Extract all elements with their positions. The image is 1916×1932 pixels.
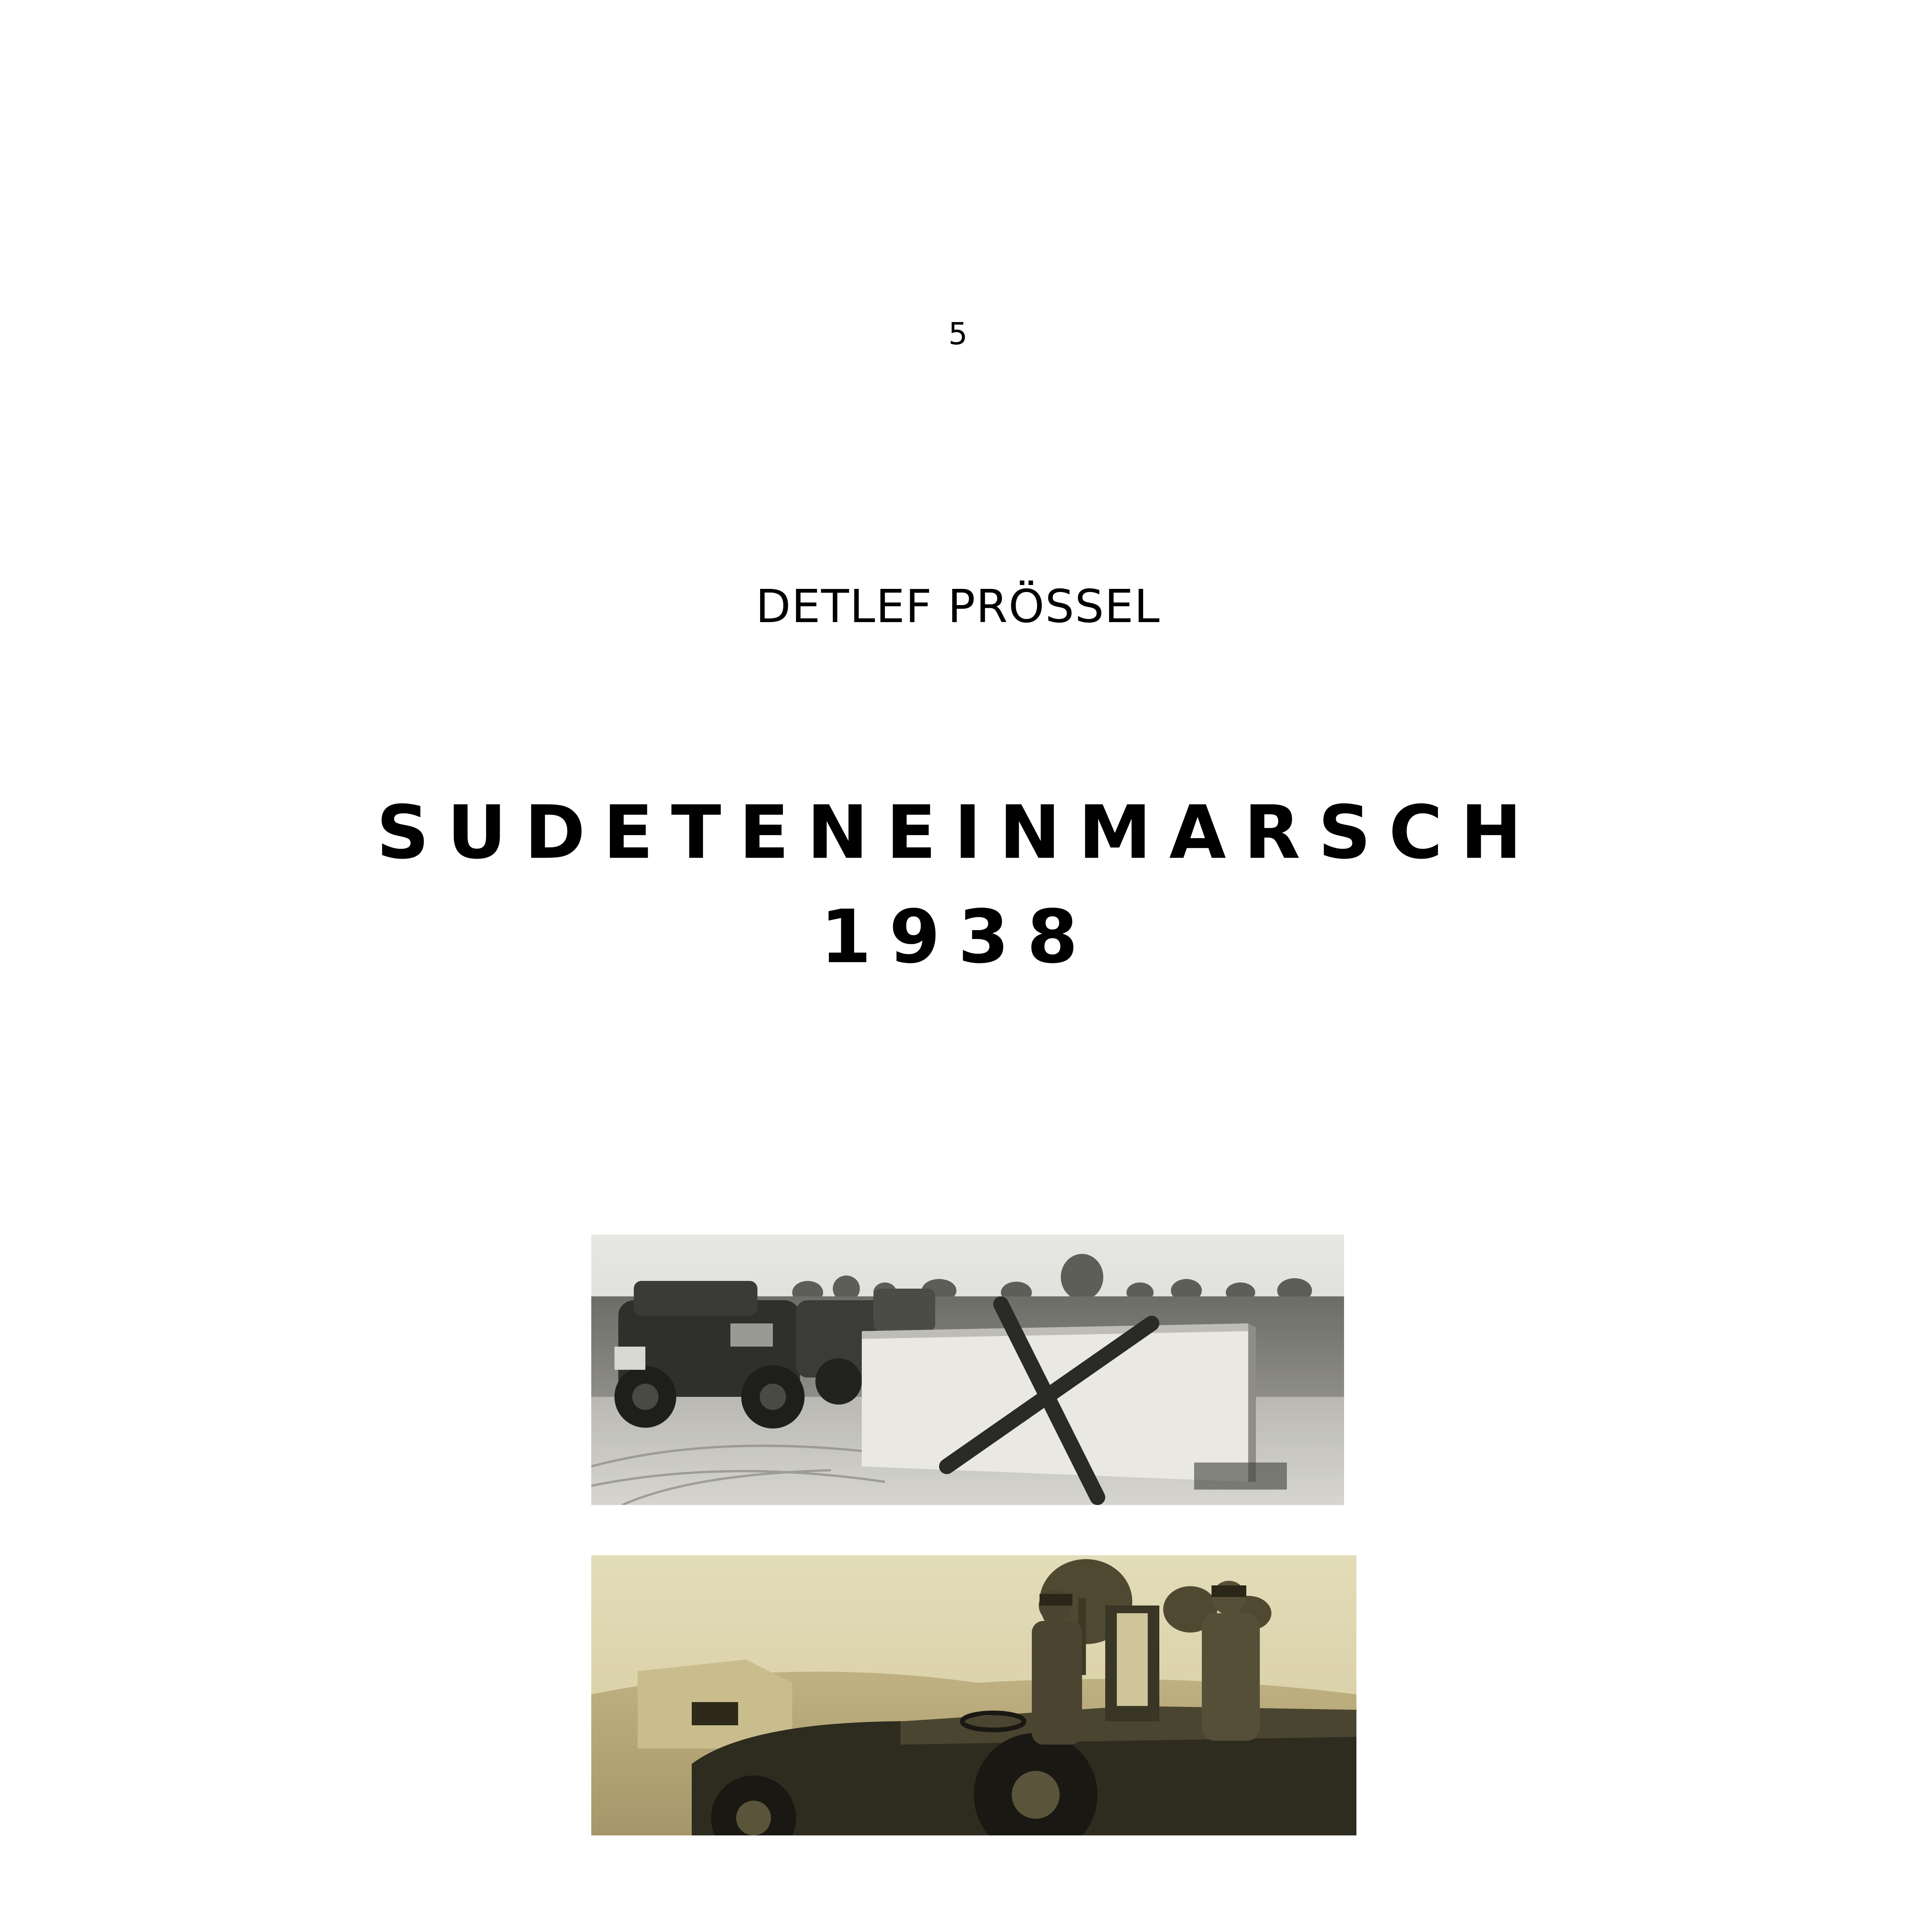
book-title <box>0 781 1916 989</box>
title-line-main: SUDETENEINMARSCH <box>376 790 1540 875</box>
photo-officers-bunker <box>591 1555 1356 1835</box>
photo-vehicles-barrier <box>591 1235 1344 1505</box>
page-number: 5 <box>948 317 968 352</box>
title-line-year: 1938 <box>820 894 1096 980</box>
author-name: DETLEF PRÖSSEL <box>756 580 1160 633</box>
